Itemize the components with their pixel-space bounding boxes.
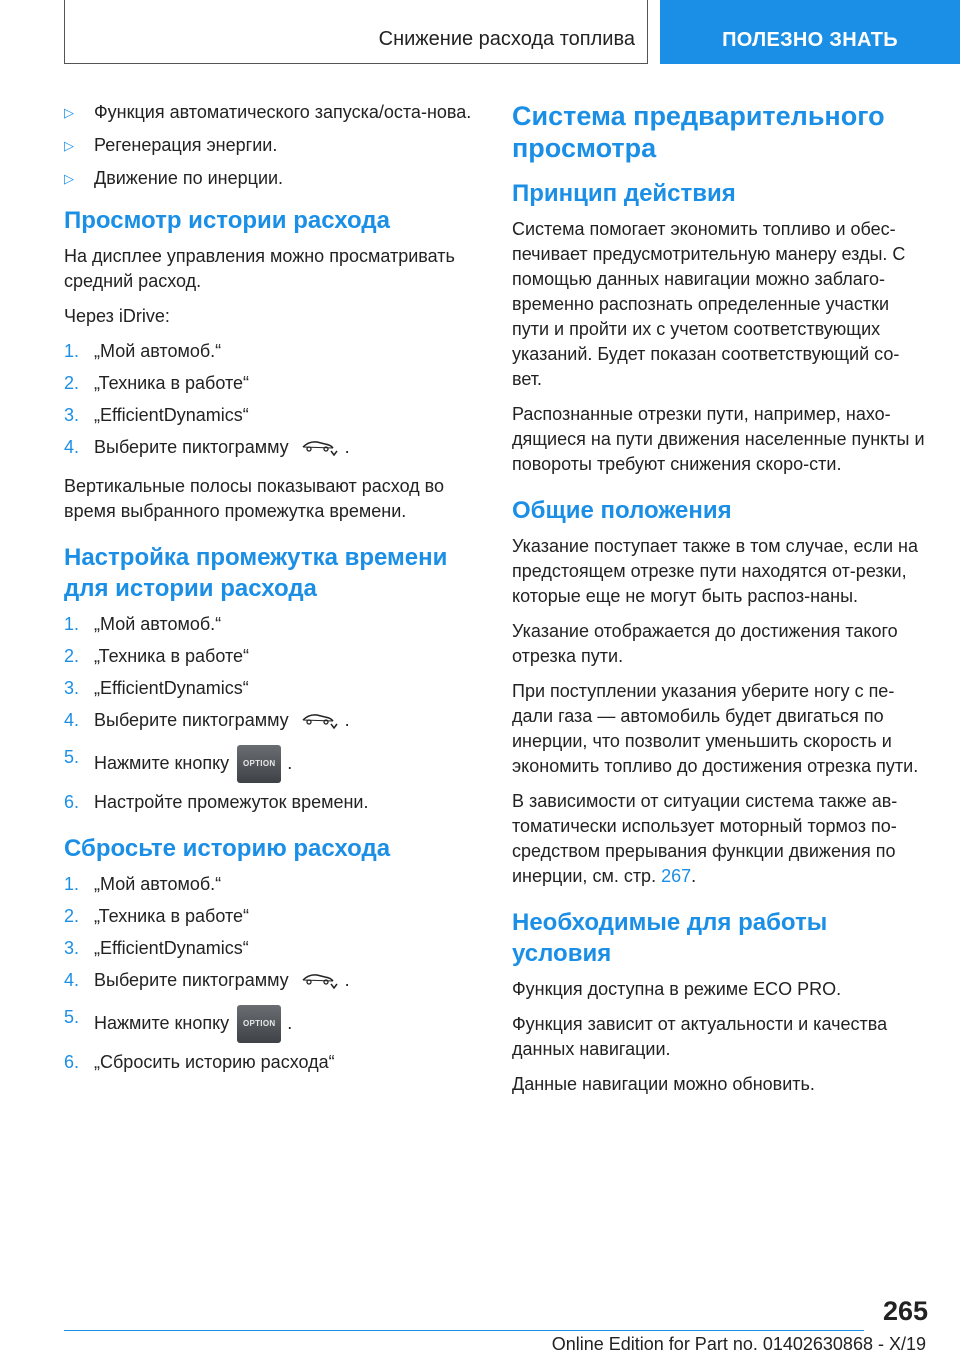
step-item: 6. „Сбросить историю расхода“ (64, 1052, 335, 1072)
page-reference-link[interactable]: 267 (661, 866, 692, 886)
general-paragraph-3: При поступлении указания уберите ногу с пе-дали газа — автомобиль будет двигаться по инерции, что позволит уменьшить скорость и экономить топливо до достижения отрезка пути. (512, 681, 919, 776)
left-column (64, 100, 484, 1089)
triangle-bullet-icon: ▷ (64, 138, 74, 153)
reset-heading: Сбросьте историю расхода (64, 835, 391, 862)
history-paragraph: На дисплее управления можно просматривать средний расход. (64, 246, 455, 291)
chapter-title: Снижение расхода топлива (378, 28, 635, 50)
history-idrive-label: Через iDrive: (64, 306, 170, 326)
eco-car-icon (299, 711, 339, 731)
triangle-bullet-icon: ▷ (64, 171, 74, 186)
eco-car-icon (299, 438, 339, 458)
step-item: 2. „Техника в работе“ (64, 646, 250, 666)
general-paragraph-4: В зависимости от ситуации система также ав-томатически использует моторный тормоз по-средством прерывания функции движения по инерции, см. стр. 267. (512, 791, 898, 886)
chapter-header (64, 0, 648, 64)
principle-heading: Принцип действия (512, 180, 736, 207)
conditions-paragraph-1: Функция доступна в режиме ECO PRO. (512, 979, 842, 999)
step-item: 4. Выберите пиктограмму . (64, 710, 350, 730)
step-item: 4. Выберите пиктограмму . (64, 970, 350, 990)
conditions-heading: Необходимые для работы условия (512, 909, 828, 967)
step-item: 1. „Мой автомоб.“ (64, 341, 222, 361)
option-button-icon: OPTION (237, 1005, 281, 1043)
main-heading: Система предварительного просмотра (512, 101, 885, 163)
step-item: 5. Нажмите кнопку OPTION . (64, 1005, 484, 1043)
bullet-item: ▷ Движение по инерции. (64, 166, 484, 191)
step-item: 3. „EfficientDynamics“ (64, 678, 249, 698)
conditions-paragraph-3: Данные навигации можно обновить. (512, 1074, 815, 1094)
step-item: 3. „EfficientDynamics“ (64, 938, 249, 958)
triangle-bullet-icon: ▷ (64, 105, 74, 120)
conditions-paragraph-2: Функция зависит от актуальности и качества данных навигации. (512, 1014, 888, 1059)
interval-steps (64, 612, 484, 815)
step-item: 2. „Техника в работе“ (64, 373, 250, 393)
feature-bullet-list (64, 100, 484, 191)
edition-footer: Online Edition for Part no. 01402630868 - X/19 (551, 1334, 926, 1354)
principle-paragraph-1: Система помогает экономить топливо и обес-печивает предусмотрительную манеру езды. С помощью данных навигации можно заблаго-временно распознать определенные участки пути и пройти их с учетом соответствующих указаний. Будет показан соответствующий со-вет. (512, 219, 906, 389)
step-item: 5. Нажмите кнопку OPTION . (64, 745, 484, 783)
step-item: 3. „EfficientDynamics“ (64, 405, 249, 425)
step-item: 6. Настройте промежуток времени. (64, 792, 369, 812)
step-item: 1. „Мой автомоб.“ (64, 874, 222, 894)
general-paragraph-2: Указание отображается до достижения такого отрезка пути. (512, 621, 898, 666)
general-paragraph-1: Указание поступает также в том случае, если на предстоящем отрезке пути находятся от-резки, которые еще не могут быть распоз-наны. (512, 536, 918, 606)
option-button-icon: OPTION (237, 745, 281, 783)
step-item: 1. „Мой автомоб.“ (64, 614, 222, 634)
history-steps (64, 339, 484, 460)
history-heading: Просмотр истории расхода (64, 207, 390, 234)
history-bars-paragraph: Вертикальные полосы показывают расход во время выбранного промежутка времени. (64, 476, 445, 521)
eco-car-icon (299, 971, 339, 991)
interval-heading: Настройка промежутка времени для истории расхода (64, 544, 448, 602)
right-column (512, 100, 928, 1107)
section-title: ПОЛЕЗНО ЗНАТЬ (722, 29, 898, 51)
step-item: 2. „Техника в работе“ (64, 906, 250, 926)
principle-paragraph-2: Распознанные отрезки пути, например, нахо-дящиеся на пути движения населенные пункты и повороты требуют снижения скоро-сти. (512, 404, 925, 474)
general-heading: Общие положения (512, 497, 732, 524)
reset-steps (64, 872, 484, 1075)
step-item: 4. Выберите пиктограмму . (64, 437, 350, 457)
footer-divider (64, 1330, 864, 1331)
bullet-item: ▷ Регенерация энергии. (64, 133, 484, 158)
bullet-item: ▷ Функция автоматического запуска/оста-нова. (64, 100, 484, 125)
page-number: 265 (882, 1296, 928, 1326)
section-tab[interactable] (660, 0, 960, 64)
